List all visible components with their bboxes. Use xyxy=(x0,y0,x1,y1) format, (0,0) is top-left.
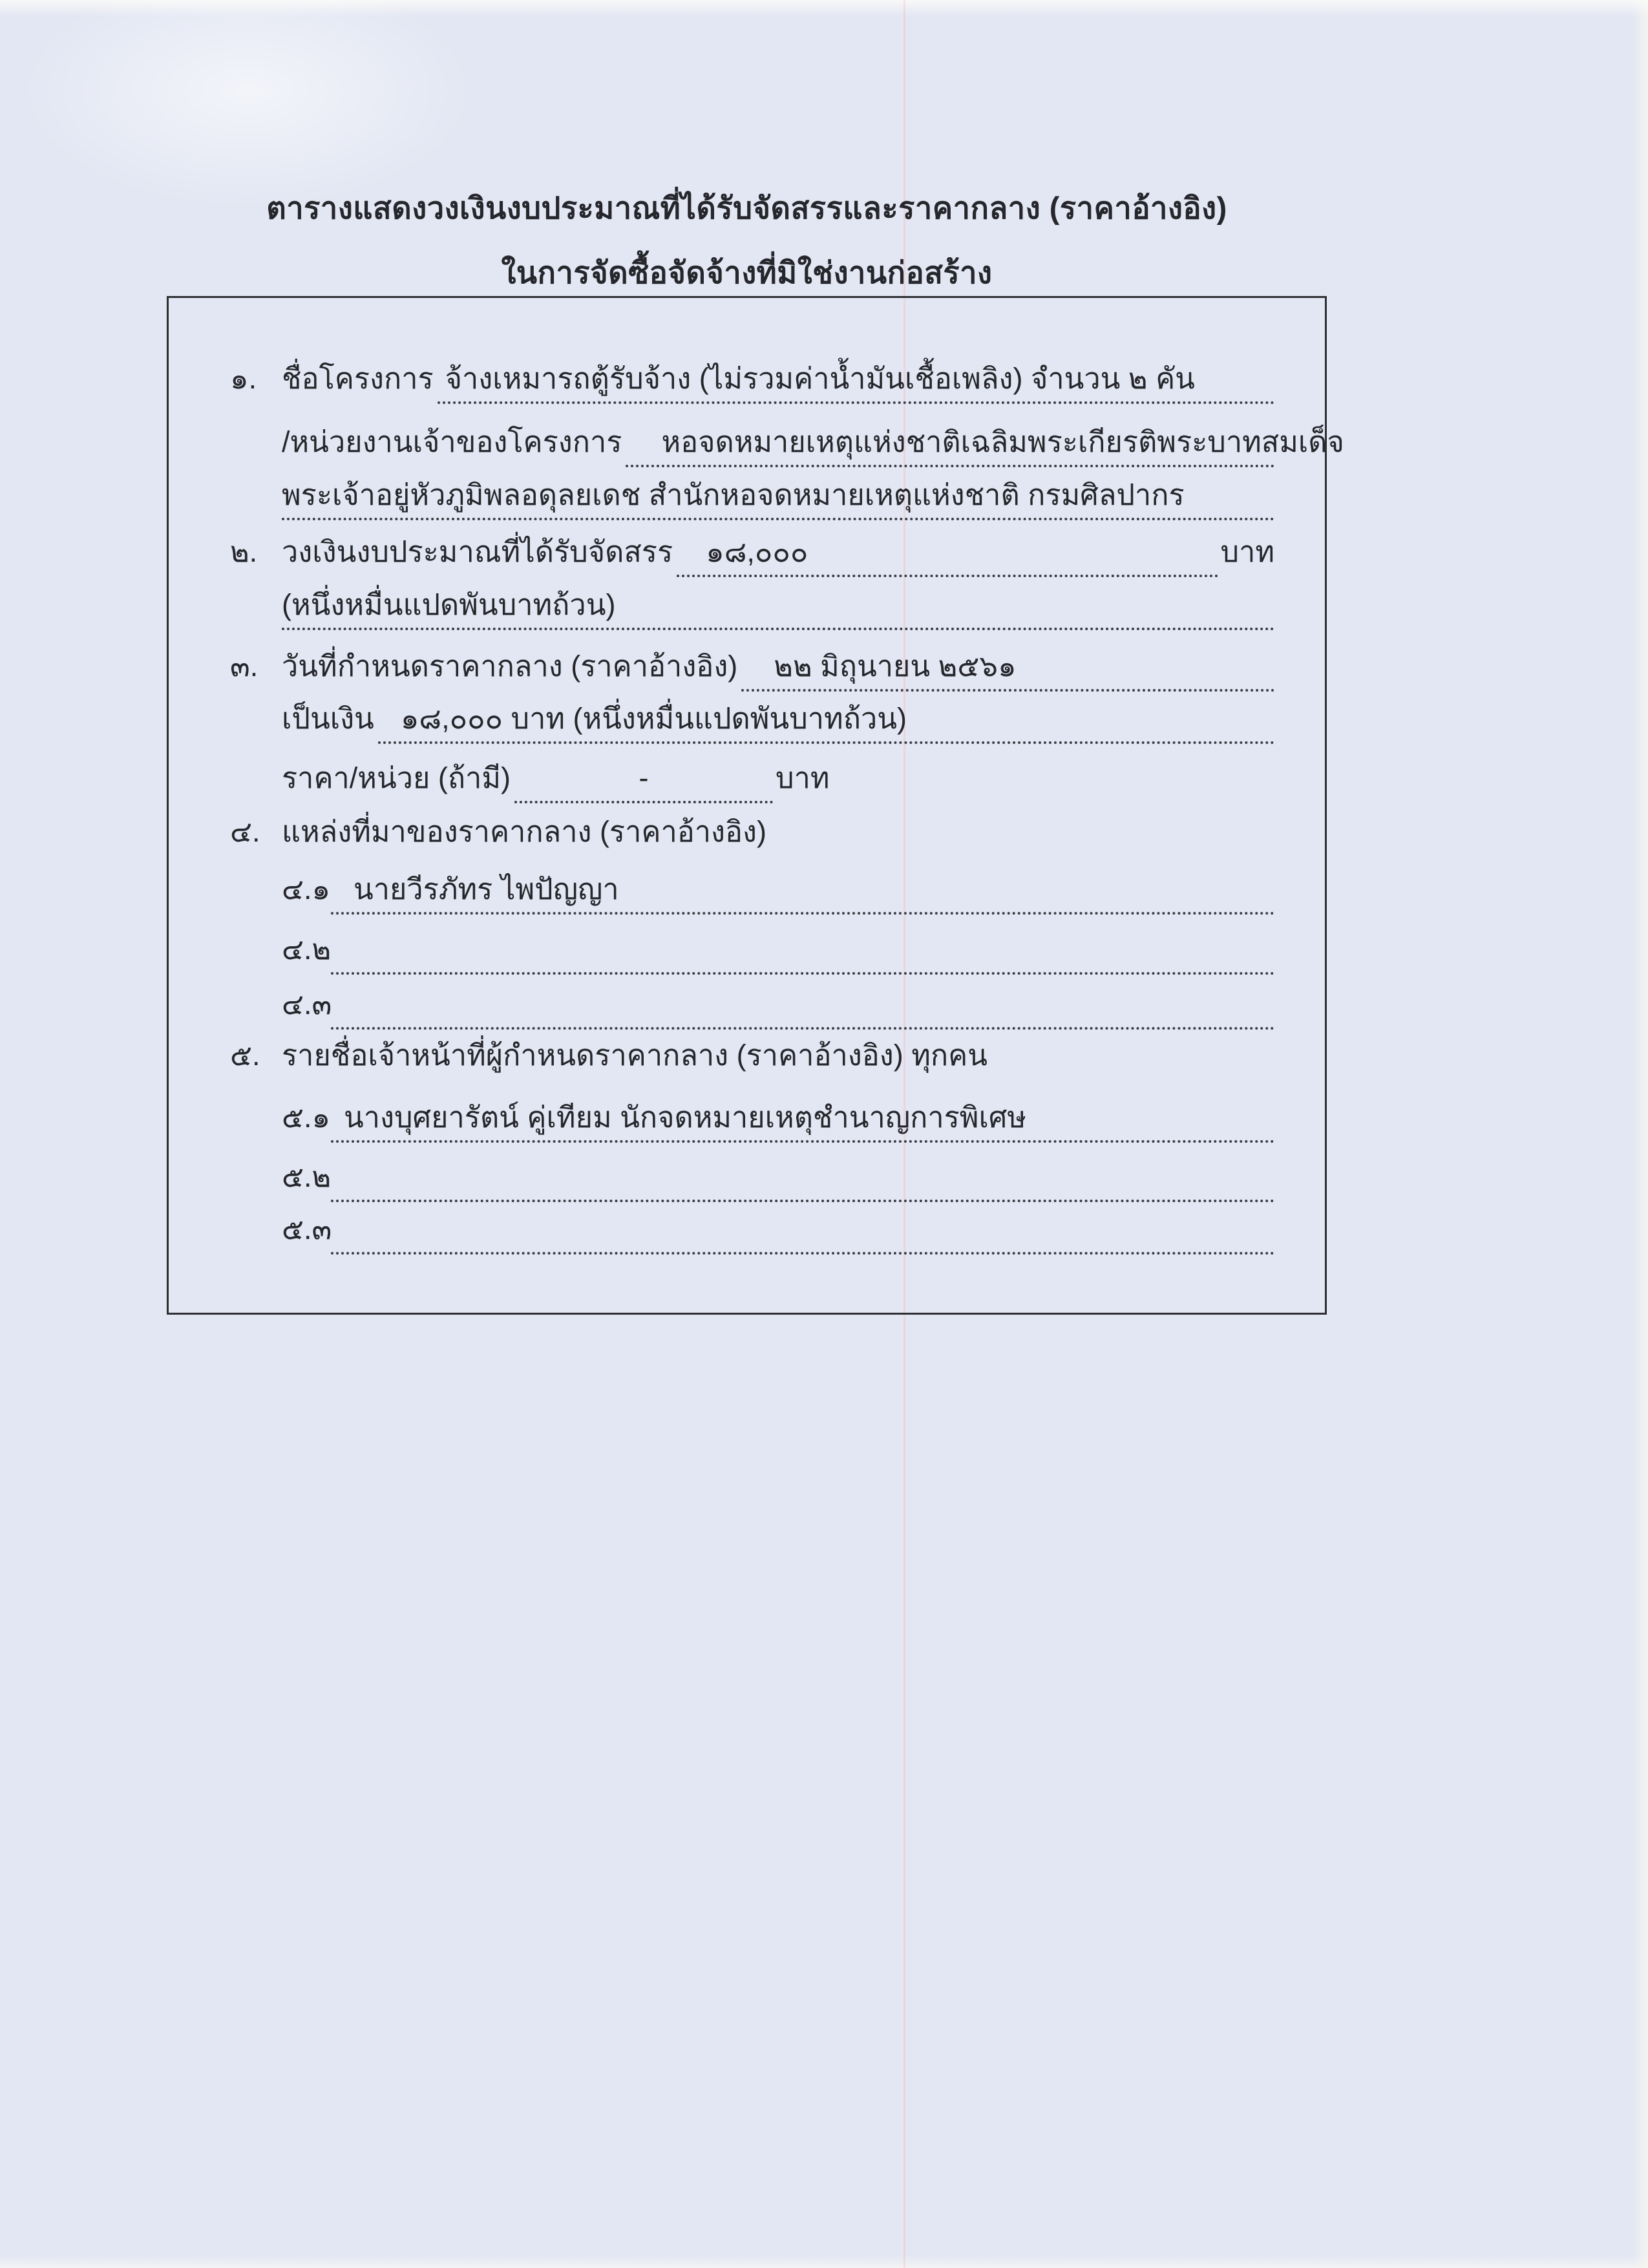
amount-value: ๑๘,๐๐๐ บาท (หนึ่งหมื่นแปดพันบาทถ้วน) xyxy=(400,702,907,735)
sub-item-number: ๕.๓ xyxy=(282,1213,332,1245)
source-name-value: นายวีรภัทร ไพปัญญา xyxy=(354,873,619,906)
item-4-source-heading-row xyxy=(230,812,1274,857)
dotted-fill-line xyxy=(331,1158,1274,1202)
item-number: ๓. xyxy=(230,650,259,683)
filled-value: หอจดหมายเหตุแห่งชาติเฉลิมพระเกียรติพระบาทสมเด็จ xyxy=(661,425,1344,458)
filled-value: พระเจ้าอยู่หัวภูมิพลอดุลยเดช สำนักหอจดหมายเหตุแห่งชาติ กรมศิลปากร xyxy=(282,478,1185,511)
item-label: ชื่อโครงการ xyxy=(282,362,434,395)
item-5-1-row xyxy=(282,1097,1274,1143)
currency-unit-label: บาท xyxy=(776,761,830,794)
item-1-agency-row xyxy=(282,422,1344,467)
item-label: วงเงินงบประมาณที่ได้รับจัดสรร xyxy=(282,535,673,568)
item-3-price-date-row xyxy=(230,646,1274,692)
filled-value: จ้างเหมารถตู้รับจ้าง (ไม่รวมค่าน้ำมันเชื้อเพลิง) จำนวน ๒ คัน xyxy=(445,362,1195,395)
item-2-budget-text-row xyxy=(282,585,1274,630)
unit-price-value: - xyxy=(639,761,649,794)
sub-item-number: ๕.๑ xyxy=(282,1101,331,1134)
dotted-fill-line xyxy=(514,759,773,803)
dotted-fill-line xyxy=(626,423,1344,467)
dotted-fill-line xyxy=(741,648,1274,692)
budget-amount-in-words: (หนึ่งหมื่นแปดพันบาทถ้วน) xyxy=(282,588,616,621)
dotted-fill-line xyxy=(438,360,1274,404)
item-3-unit-price-row xyxy=(282,758,1274,803)
item-2-budget-row xyxy=(230,532,1274,577)
sub-item-number: ๔.๒ xyxy=(282,933,332,966)
item-label: ราคา/หน่วย (ถ้ามี) xyxy=(282,761,511,794)
dotted-fill-line xyxy=(331,931,1274,975)
item-label: /หน่วยงานเจ้าของโครงการ xyxy=(282,425,622,458)
item-1-agency-continued-row xyxy=(282,475,1274,520)
budget-amount-value: ๑๘,๐๐๐ xyxy=(706,535,808,568)
dotted-fill-line xyxy=(331,871,1274,915)
price-date-value: ๒๒ มิถุนายน ๒๕๖๑ xyxy=(774,650,1017,683)
item-5-officers-heading-row xyxy=(230,1035,1274,1081)
item-label: รายชื่อเจ้าหน้าที่ผู้กำหนดราคากลาง (ราคาอ้างอิง) ทุกคน xyxy=(282,1039,988,1072)
item-4-2-row xyxy=(282,929,1274,975)
form-box xyxy=(167,296,1344,1315)
item-number: ๕. xyxy=(230,1039,260,1072)
dotted-fill-line xyxy=(378,700,1274,744)
item-5-3-row xyxy=(282,1209,1274,1255)
currency-unit-label: บาท xyxy=(1220,535,1274,568)
dotted-fill-line xyxy=(331,1211,1274,1255)
item-1-project-name-row xyxy=(230,359,1274,404)
item-number: ๑. xyxy=(230,362,257,395)
item-3-amount-row xyxy=(282,699,1274,744)
item-4-3-row xyxy=(282,984,1274,1030)
sub-item-number: ๕.๒ xyxy=(282,1160,332,1193)
sub-item-number: ๔.๑ xyxy=(282,873,331,906)
dotted-fill-line xyxy=(331,986,1274,1030)
document-title-line1: ตารางแสดงวงเงินงบประมาณที่ได้รับจัดสรรและราคากลาง (ราคาอ้างอิง) xyxy=(266,191,1227,225)
document-title-line2: ในการจัดซื้อจัดจ้างที่มิใช่งานก่อสร้าง xyxy=(501,255,993,290)
dotted-fill-line xyxy=(677,533,1218,577)
item-number: ๔. xyxy=(230,815,260,848)
item-number: ๒. xyxy=(230,535,258,568)
item-label: แหล่งที่มาของราคากลาง (ราคาอ้างอิง) xyxy=(282,815,766,848)
item-label: เป็นเงิน xyxy=(282,702,374,735)
document-title xyxy=(167,176,1327,305)
dotted-fill-line xyxy=(282,476,1274,520)
item-4-1-row xyxy=(282,869,1274,915)
sub-item-number: ๔.๓ xyxy=(282,988,332,1021)
item-5-2-row xyxy=(282,1157,1274,1202)
dotted-fill-line xyxy=(282,586,1274,630)
dotted-fill-line xyxy=(331,1099,1274,1143)
item-label: วันที่กำหนดราคากลาง (ราคาอ้างอิง) xyxy=(282,650,738,683)
officer-name-value: นางบุศยารัตน์ คู่เทียม นักจดหมายเหตุชำนาญการพิเศษ xyxy=(344,1101,1027,1134)
